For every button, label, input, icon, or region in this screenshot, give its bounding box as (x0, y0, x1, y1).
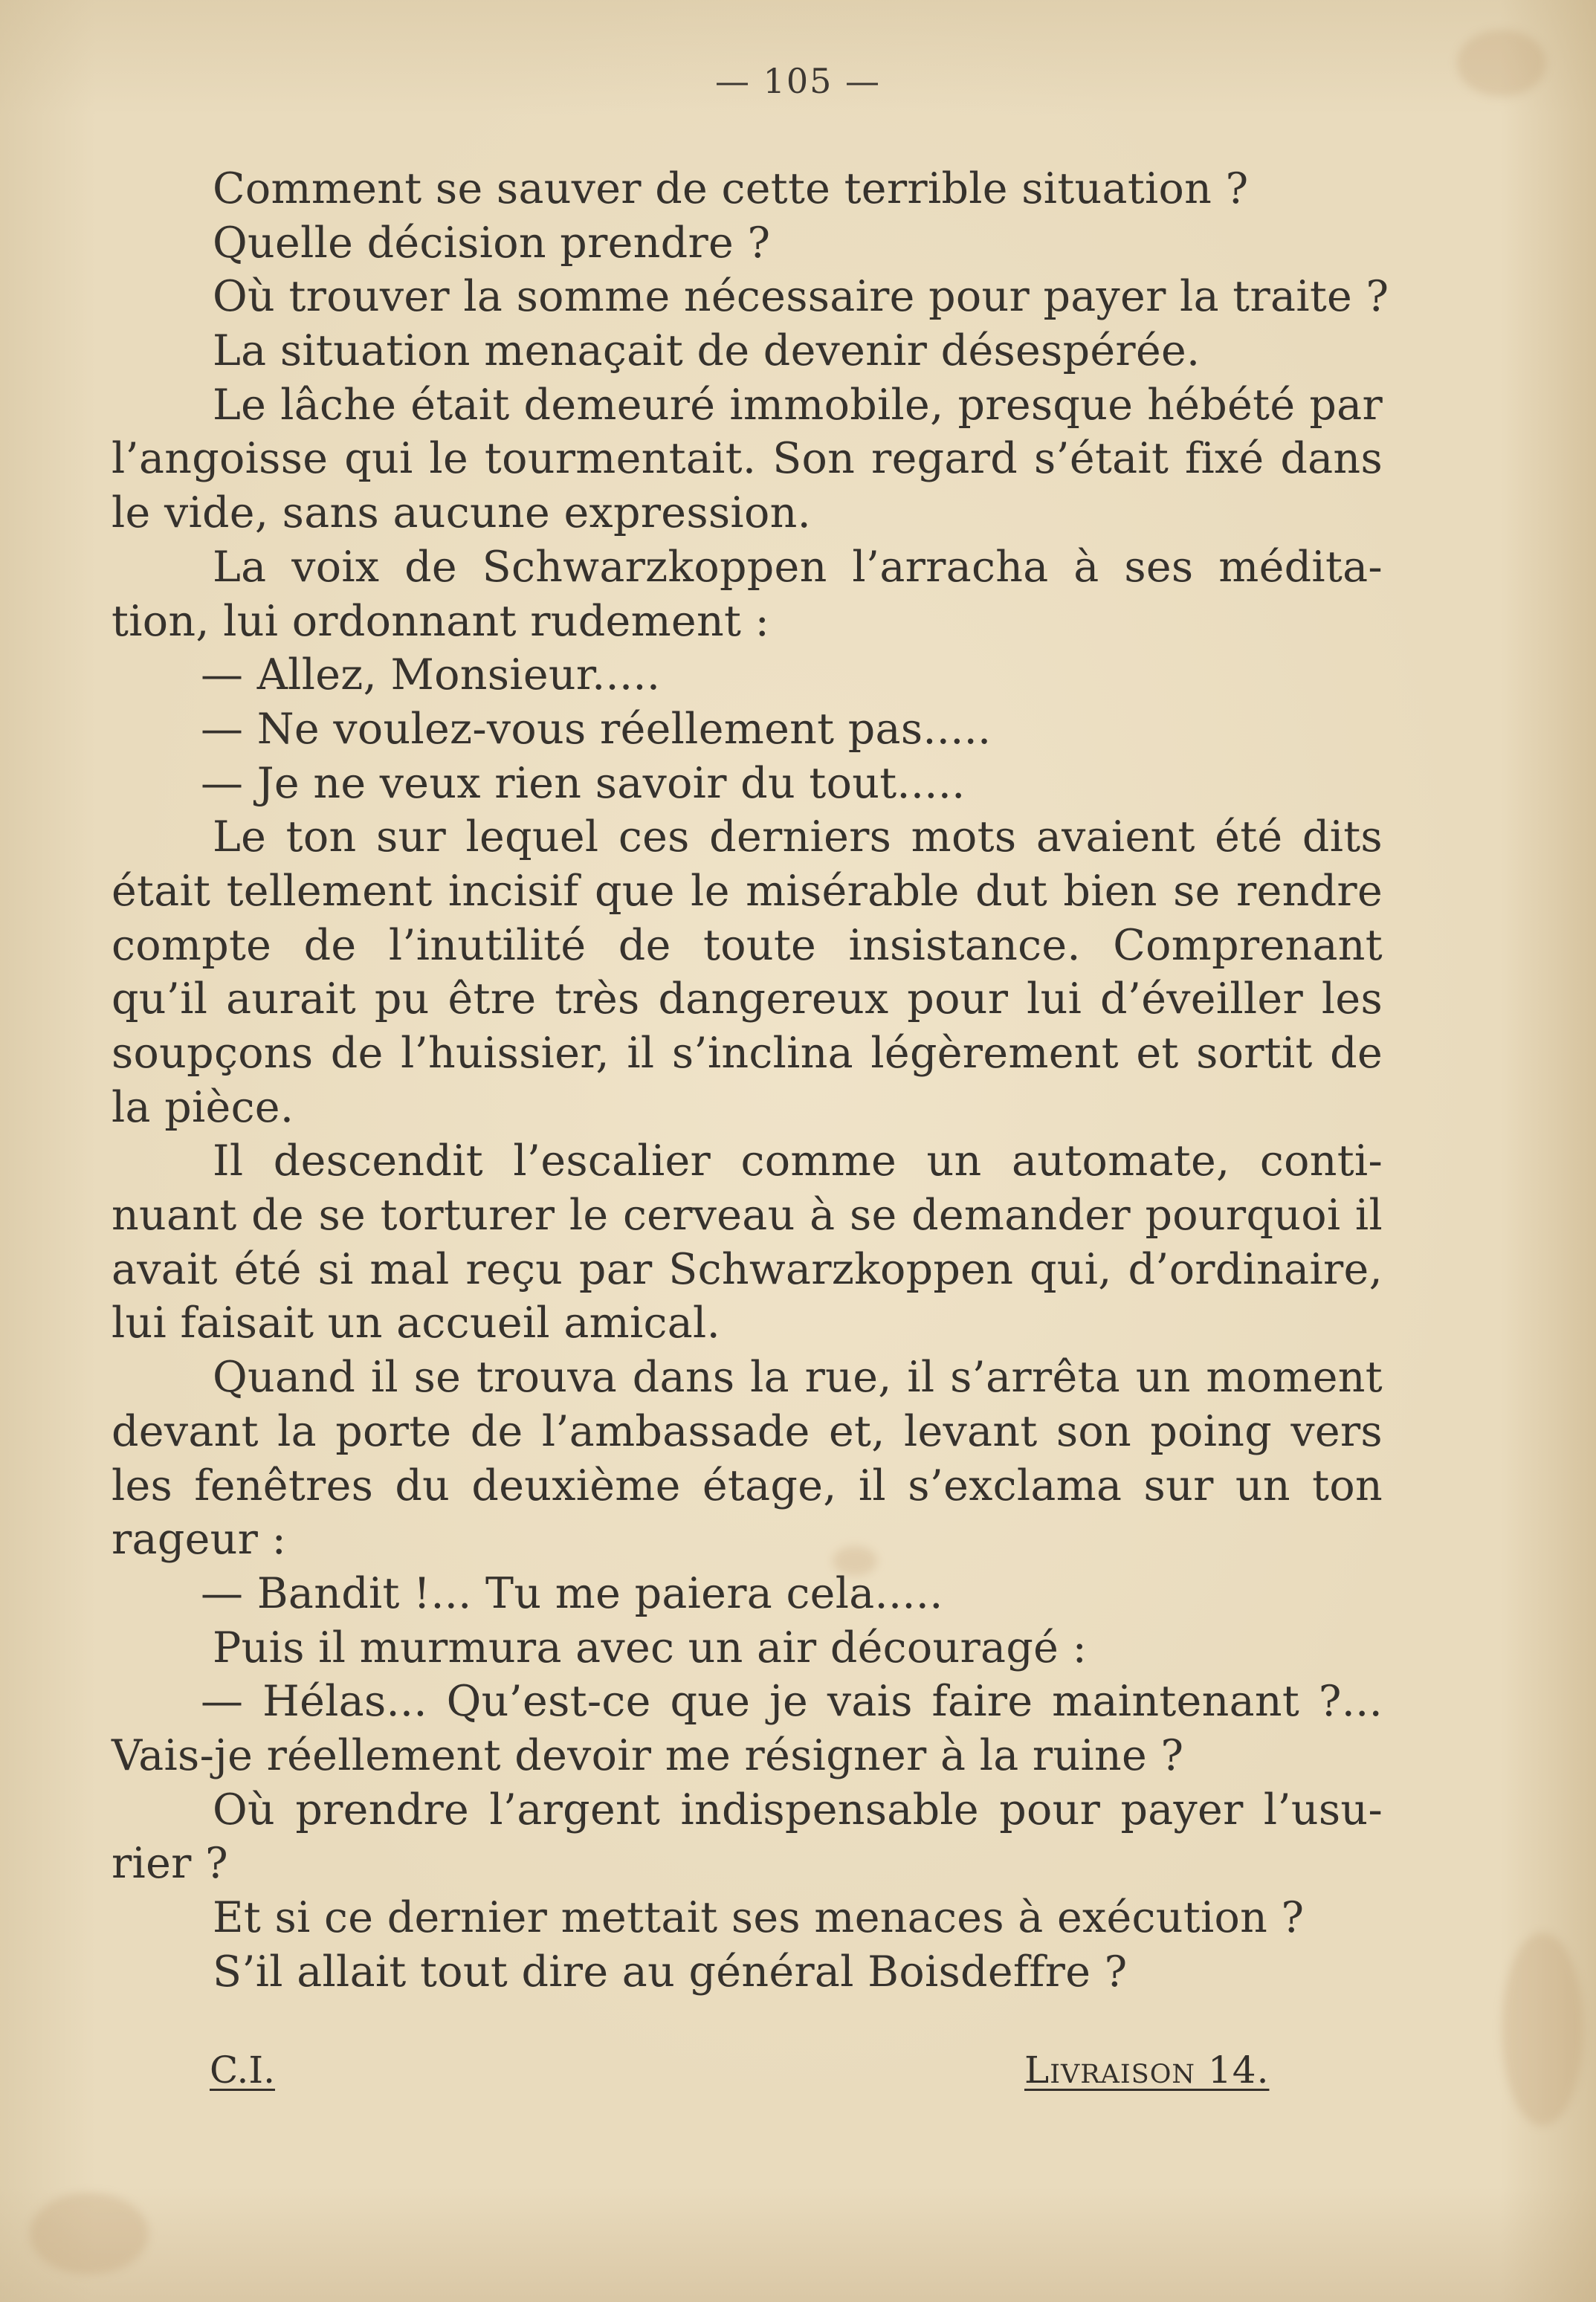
text-line: compte de l’inutilité de toute insistance. Comprenant (112, 920, 1383, 970)
text-line: Il descendit l’escalier comme un automate, conti- (213, 1137, 1383, 1186)
text-line: tion, lui ordonnant rudement : (112, 596, 770, 646)
text-line: La situation menaçait de devenir désespérée. (213, 326, 1201, 376)
text-line: — Bandit !... Tu me paiera cela..... (201, 1568, 943, 1618)
text-line: rageur : (112, 1515, 287, 1565)
text-line: La voix de Schwarzkoppen l’arracha à ses médita- (213, 542, 1383, 592)
text-line: rier ? (112, 1839, 228, 1889)
livraison-mark: Livraison 14. (1024, 2049, 1270, 2092)
paper-stain (30, 2193, 149, 2274)
text-line: Vais-je réellement devoir me résigner à la ruine ? (112, 1730, 1184, 1780)
text-line: Le ton sur lequel ces derniers mots avaient été dits (213, 812, 1383, 862)
text-line: Comment se sauver de cette terrible situation ? (213, 164, 1249, 213)
text-line: — Allez, Monsieur..... (201, 650, 661, 700)
text-line: qu’il aurait pu être très dangereux pour lui d’éveiller les (112, 974, 1383, 1024)
text-line: Où prendre l’argent indispensable pour payer l’usu- (213, 1785, 1383, 1834)
text-line: le vide, sans aucune expression. (112, 488, 811, 538)
text-line: Quand il se trouva dans la rue, il s’arrêta un moment (213, 1353, 1383, 1403)
text-line: — Ne voulez-vous réellement pas..... (201, 704, 992, 754)
text-line: Puis il murmura avec un air découragé : (213, 1623, 1088, 1672)
text-line: Le lâche était demeuré immobile, presque hébété par (213, 380, 1383, 430)
page-number: — 105 — (714, 61, 882, 101)
text-line: lui faisait un accueil amical. (112, 1299, 720, 1348)
text-line: devant la porte de l’ambassade et, levant son poing vers (112, 1406, 1383, 1456)
text-line: — Hélas... Qu’est-ce que je vais faire maintenant ?... (201, 1677, 1383, 1727)
text-line: était tellement incisif que le misérable dut bien se rendre (112, 866, 1383, 916)
text-line: Où trouver la somme nécessaire pour payer la traite ? (213, 272, 1389, 322)
text-line: — Je ne veux rien savoir du tout..... (201, 758, 966, 808)
text-line: soupçons de l’huissier, il s’inclina légèrement et sortit de (112, 1029, 1383, 1078)
text-line: la pièce. (112, 1082, 294, 1132)
text-line: Quelle décision prendre ? (213, 218, 771, 268)
printer-signature: C.I. (210, 2049, 276, 2092)
text-line: les fenêtres du deuxième étage, il s’exclama sur un ton (112, 1461, 1383, 1510)
text-line: Et si ce dernier mettait ses menaces à exécution ? (213, 1893, 1305, 1942)
page-footer (0, 2049, 1596, 2101)
text-line: l’angoisse qui le tourmentait. Son regard s’était fixé dans (112, 434, 1383, 484)
text-line: nuant de se torturer le cerveau à se demander pourquoi il (112, 1191, 1383, 1241)
text-line: avait été si mal reçu par Schwarzkoppen qui, d’ordinaire, (112, 1244, 1383, 1294)
body-text (112, 162, 1389, 1999)
text-line: S’il allait tout dire au général Boisdeffre ? (213, 1947, 1128, 1997)
